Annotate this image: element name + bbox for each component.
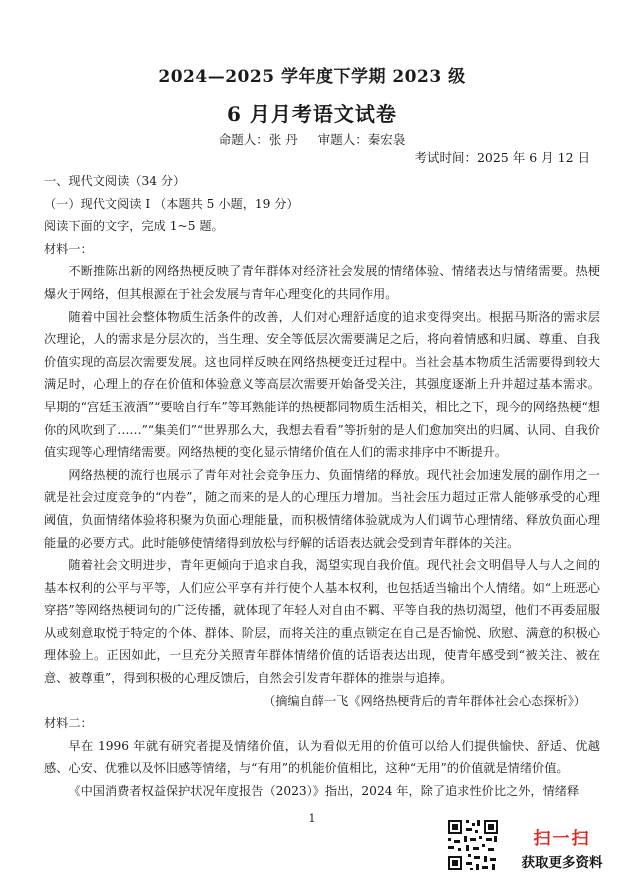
material2-paragraph: 《中国消费者权益保护状况年度报告（2023）》指出，2024 年，除了追求性价比之外，情绪释 <box>68 784 580 799</box>
material1-label: 材料一： <box>44 241 93 256</box>
material1-paragraph: 不断推陈出新的网络热梗反映了青年群体对经济社会发展的情绪体验、情绪表达与情绪需要。热梗爆火于网络，但其根源在于社会发展与青年心理变化的共同作用。 <box>44 264 600 301</box>
exam-time: 考试时间：2025 年 6 月 12 日 <box>414 150 590 165</box>
material1-paragraph: 随着中国社会整体物质生活条件的改善，人们对心理舒适度的追求变得突出。根据马斯洛的需求层次理论，人的需求是分层次的，当生理、安全等低层次需要满足之后，将向着情感和归属、尊重、自我价值实现的高层次需要发展。这也同样反映在网络热梗变迁过程中。当社会基本物质生活需要得到较大满足时，心理上的存在价值和体验意义等高层次需要开始备受关注，其强度逐渐上升并超过基本需求。早期的“宫廷玉液酒”“要啥自行车”等耳熟能详的热梗都同物质生活相关，相比之下，现今的网络热梗“想你的风吹到了……”“集美们”“世界那么大，我想去看看”等折射的是人们愈加突出的归属、认同、自我价值实现等心理情绪需要。网络热梗的变化显示情绪价值在人们的需求排序中不断提升。 <box>44 309 600 460</box>
reading-section <box>44 170 600 803</box>
scan-promo-subtitle: 获取更多资料 <box>521 855 603 871</box>
scan-promo-title: 扫一扫 <box>533 829 591 849</box>
material1-paragraph: 随着社会文明进步，青年更倾向于追求自我，渴望实现自我价值。现代社会文明倡导人与人之间的基本权利的公平与平等，人们应公平享有并行使个人基本权利，也包括适当输出个人情绪。如“上班恶心穿搭”等网络热梗词句的广泛传播，就体现了年轻人对自由不羁、平等自我的热切渴望，他们不再委屈服从或刻意取悦于特定的个体、群体、阶层，而将关注的重点锁定在自己是否愉悦、欣慰、满意的积极心理体验上。正因如此，一旦充分关照青年群体情绪价值的话语表达出现，使青年感受到“被关注、被在意、被尊重”，得到积极的心理反馈后，自然会引发青年群体的推崇与追捧。 <box>44 558 600 686</box>
section-heading: 一、现代文阅读（34 分） <box>44 174 186 188</box>
material1-paragraph: 网络热梗的流行也展示了青年对社会竞争压力、负面情绪的释放。现代社会加速发展的副作用之一就是社会过度竞争的“内卷”，随之而来的是人的心理压力增加。当社会压力超过正常人能够承受的心理阈值，负面情绪体验将积聚为负面心理能量，而积极情绪体验就成为人们调节心理情绪、释放负面心理能量的必要方式。此时能够使情绪得到放松与纾解的话语表达就会受到青年群体的关注。 <box>44 467 600 550</box>
setter-label: 命题人：张 丹 <box>218 132 298 147</box>
authors-line <box>0 130 624 148</box>
material2-paragraph: 早在 1996 年就有研究者提及情绪价值，认为看似无用的价值可以给人们提供愉快、舒适、优越感、心安、优雅以及怀旧感等情绪，与“有用”的机能价值相比，这种“无用”的价值就是情绪价值。 <box>44 738 600 776</box>
material2-label: 材料二： <box>44 716 93 731</box>
page-number: 1 <box>308 812 316 825</box>
exam-title-line1: 2024—2025 学年度下学期 2023 级 <box>158 67 466 87</box>
material1-source: （摘编自薛一飞《网络热梗背后的青年群体社会心态探析》） <box>263 693 586 708</box>
exam-title-line2: 6 月月考语文试卷 <box>227 102 397 126</box>
scan-promo <box>510 824 614 871</box>
instruction: 阅读下面的文字，完成 1~5 题。 <box>44 219 224 234</box>
reviewer-label: 审题人：秦宏袅 <box>317 132 406 147</box>
qr-code-icon <box>446 818 500 872</box>
sub-heading: （一）现代文阅读 I （本题共 5 小题，19 分） <box>44 196 299 211</box>
